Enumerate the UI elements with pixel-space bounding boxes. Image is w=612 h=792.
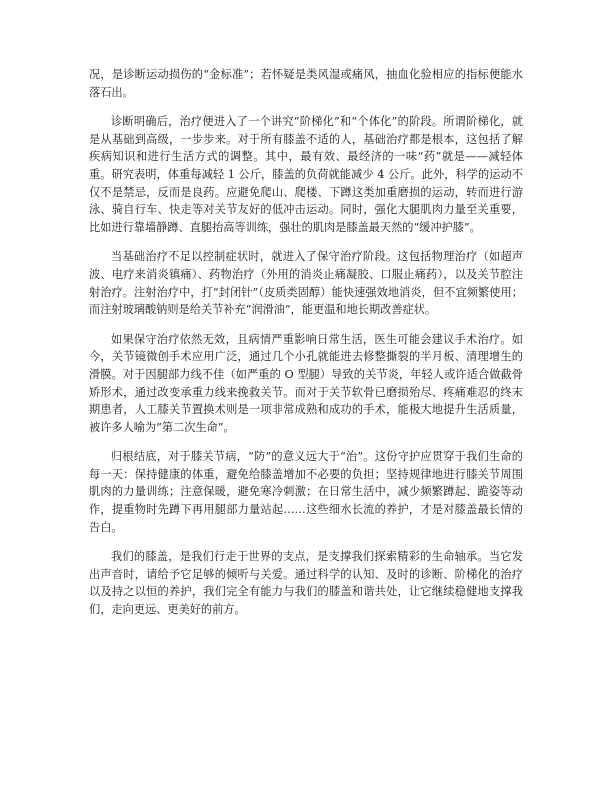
paragraph-diagnosis-end: 况，是诊断运动损伤的“金标准”；若怀疑是类风湿或痛风，抽血化验相应的指标便能水落石出。 xyxy=(89,68,523,99)
paragraph-conservative-treatment: 当基础治疗不足以控制症状时，就进入了保守治疗阶段。这包括物理治疗（如超声波、电疗来消炎镇痛）、药物治疗（外用的消炎止痛凝胶、口服止痛药），以及关节腔注射治疗。注射治疗中，打“封闭针”（皮质类固醇）能快速强效地消炎，但不宜频繁使用；而注射玻璃酸钠则是给关节补充“润滑油”，能更温和地长期改善症状。 xyxy=(89,250,523,317)
paragraph-stepped-treatment: 诊断明确后，治疗便进入了一个讲究“阶梯化”和“个体化”的阶段。所谓阶梯化，就是从基础到高级，一步步来。对于所有膝盖不适的人，基础治疗都是根本，这包括了解疾病知识和进行生活方式的调整。其中，最有效、最经济的一味“药”就是——减轻体重。研究表明，体重每减轻 1 公斤，膝盖的负荷就能减少 4 公斤。此外，科学的运动不仅不是禁忌，反而是良药。应避免爬山、爬楼、下蹲这类加重磨损的运动，转而进行游泳、骑自行车、快走等对关节友好的低冲击运动。同时，强化大腿肌肉力量至关重要，比如进行靠墙静蹲、直腿抬高等训练，强壮的肌肉是膝盖最天然的“缓冲护膝”。 xyxy=(89,115,523,234)
paragraph-conclusion: 我们的膝盖，是我们行走于世界的支点，是支撑我们探索精彩的生命轴承。当它发出声音时，请给予它足够的倾听与关爱。通过科学的认知、及时的诊断、阶梯化的治疗以及持之以恒的养护，我们完全有能力与我们的膝盖和谐共处，让它继续稳健地支撑我们，走向更远、更美好的前方。 xyxy=(89,550,523,617)
paragraph-prevention: 归根结底，对于膝关节病，“防”的意义远大于“治”。这份守护应贯穿于我们生命的每一天：保持健康的体重，避免给膝盖增加不必要的负担；坚持规律地进行膝关节周围肌肉的力量训练；注意保暖，避免寒冷刺激；在日常生活中，减少频繁蹲起、跪姿等动作，提重物时先蹲下再用腿部力量站起……这些细水长流的养护，才是对膝盖最长情的告白。 xyxy=(89,450,523,534)
paragraph-surgical-treatment: 如果保守治疗依然无效，且病情严重影响日常生活，医生可能会建议手术治疗。如今，关节镜微创手术应用广泛，通过几个小孔就能进去修整撕裂的半月板、清理增生的滑膜。对于因腿部力线不佳（如严重的 O 型腿）导致的关节炎，年轻人或许适合做截骨矫形术，通过改变承重力线来挽救关节。而对于关节软骨已磨损殆尽、疼痛难忍的终末期患者，人工膝关节置换术则是一项非常成熟和成功的手术，能极大地提升生活质量，被许多人喻为“第二次生命”。 xyxy=(89,332,523,434)
